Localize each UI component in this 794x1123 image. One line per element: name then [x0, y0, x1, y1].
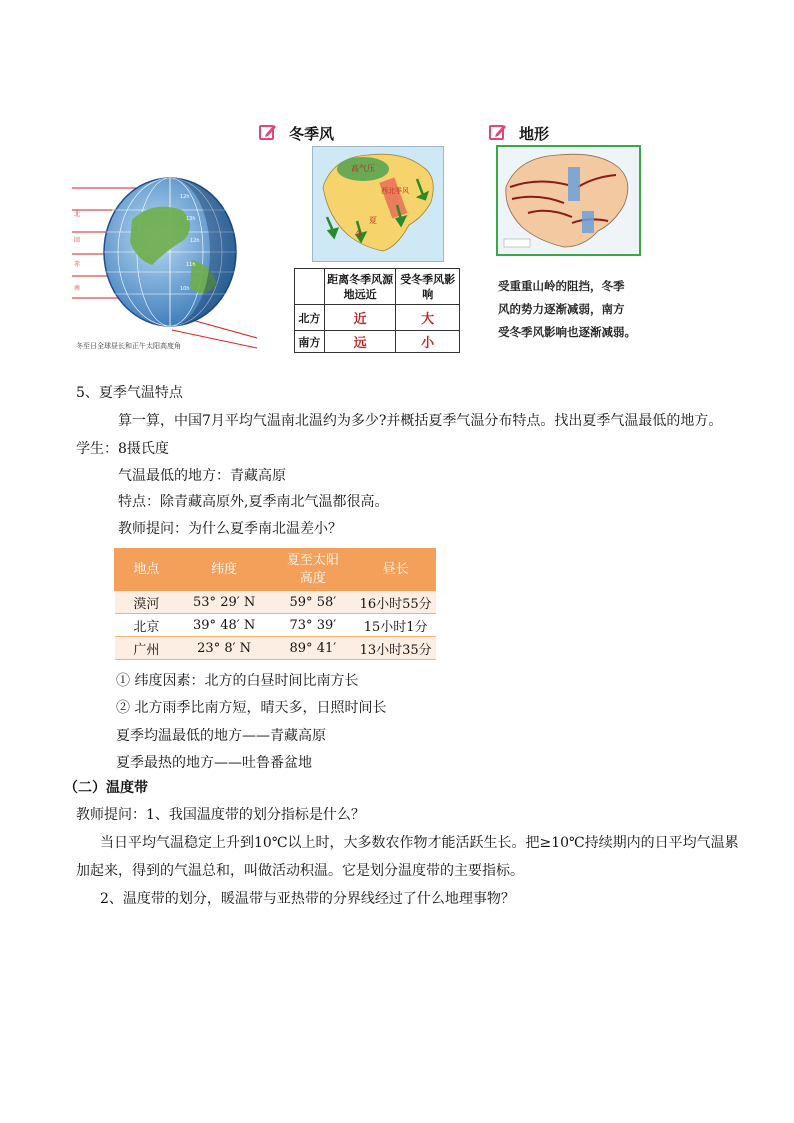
section5-title: 5、夏季气温特点	[76, 385, 183, 401]
terrain-line: 受冬季风影响也逐渐减弱。	[498, 325, 636, 339]
svg-text:12h: 12h	[180, 194, 190, 200]
svg-text:赤: 赤	[74, 261, 81, 268]
section2-title: （二）温度带	[64, 780, 148, 796]
map-label-winter: 冬	[355, 230, 363, 239]
winter-wind-title: 冬季风	[289, 125, 335, 143]
svg-text:北: 北	[74, 211, 81, 218]
sun-cell: 89° 41′	[270, 637, 356, 660]
sun-cell: 13小时35分	[356, 637, 436, 660]
summer-hottest-place: 夏季最热的地方——吐鲁番盆地	[116, 755, 312, 771]
terrain-line: 受重重山岭的阻挡，冬季	[498, 279, 625, 293]
paragraph-line-2: 加起来，得到的气温总和，叫做活动积温。它是划分温度带的主要指标。	[76, 863, 524, 879]
sun-cell: 73° 39′	[270, 614, 356, 637]
globe-caption: 冬至日全球昼长和正午太阳高度角	[76, 342, 181, 350]
terrain-description	[498, 275, 648, 344]
teacher-question: 教师提问：为什么夏季南北温差小？	[118, 521, 342, 537]
terrain-title: 地形	[519, 125, 550, 143]
sun-table	[114, 548, 436, 660]
sun-cell: 广州	[115, 637, 179, 660]
teacher-question-2: 教师提问：1、我国温度带的划分指标是什么？	[76, 807, 365, 823]
svg-text:12h: 12h	[190, 238, 200, 244]
sun-cell: 23° 8′ N	[178, 637, 270, 660]
table-row	[295, 305, 460, 331]
winter-wind-table	[294, 268, 460, 353]
wind-header-empty	[295, 269, 325, 305]
winter-wind-map	[312, 146, 444, 262]
wind-influence: 大	[396, 305, 460, 331]
svg-text:10h: 10h	[180, 286, 190, 292]
map-label-high-pressure: 高气压	[351, 164, 375, 173]
terrain-line: 风的势力逐渐减弱，南方	[498, 302, 625, 316]
svg-text:南: 南	[74, 285, 81, 292]
sun-cell: 漠河	[115, 591, 179, 614]
table-row	[115, 637, 436, 660]
svg-text:回: 回	[74, 237, 81, 244]
wind-region: 南方	[295, 331, 325, 353]
wind-influence: 小	[396, 331, 460, 353]
wind-distance: 远	[324, 331, 396, 353]
table-row	[115, 614, 436, 637]
sun-header-latitude: 纬度	[178, 549, 270, 591]
wind-header-distance: 距离冬季风源地远近	[324, 269, 396, 305]
reason-rainy-season: ② 北方雨季比南方短，晴天多，日照时间长	[116, 700, 387, 716]
summer-lowest-place: 夏季均温最低的地方——青藏高原	[116, 728, 326, 744]
lowest-place: 气温最低的地方：青藏高原	[118, 468, 286, 484]
sun-cell: 39° 48′ N	[178, 614, 270, 637]
student-answer: 学生：8摄氏度	[76, 441, 169, 457]
wind-region: 北方	[295, 305, 325, 331]
question-boundary: 2、温度带的划分，暖温带与亚热带的分界线经过了什么地理事物？	[100, 891, 515, 907]
svg-text:11h: 11h	[186, 262, 196, 268]
question-summer-temp: 算一算，中国7月平均气温南北温约为多少?并概括夏季气温分布特点。找出夏季气温最低的地方。	[118, 413, 723, 429]
table-row	[115, 591, 436, 614]
map-label-northwest-wind: 西北季风	[381, 187, 409, 195]
sun-header-daylength: 昼长	[356, 549, 436, 591]
sun-cell: 53° 29′ N	[178, 591, 270, 614]
wind-header-influence: 受冬季风影响	[396, 269, 460, 305]
svg-text:13h: 13h	[186, 216, 196, 222]
sun-cell: 16小时55分	[356, 591, 436, 614]
wind-distance: 近	[324, 305, 396, 331]
reason-latitude: ① 纬度因素：北方的白昼时间比南方长	[116, 673, 359, 689]
pen-icon-terrain	[488, 122, 508, 146]
sun-header-altitude: 夏至太阳高度	[270, 549, 356, 591]
paragraph-line-1: 当日平均气温稳定上升到10℃以上时，大多数农作物才能活跃生长。把≥10℃持续期内的日平均气温累	[100, 835, 739, 851]
sun-cell: 北京	[115, 614, 179, 637]
globe-daylight-figure	[72, 170, 262, 352]
table-row	[295, 331, 460, 353]
sun-cell: 59° 58′	[270, 591, 356, 614]
pen-icon-wind	[258, 122, 278, 146]
sun-header-place: 地点	[115, 549, 179, 591]
terrain-map	[496, 145, 641, 256]
map-label-summer: 夏	[369, 216, 377, 225]
feature-text: 特点：除青藏高原外,夏季南北气温都很高。	[118, 494, 389, 510]
sun-cell: 15小时1分	[356, 614, 436, 637]
